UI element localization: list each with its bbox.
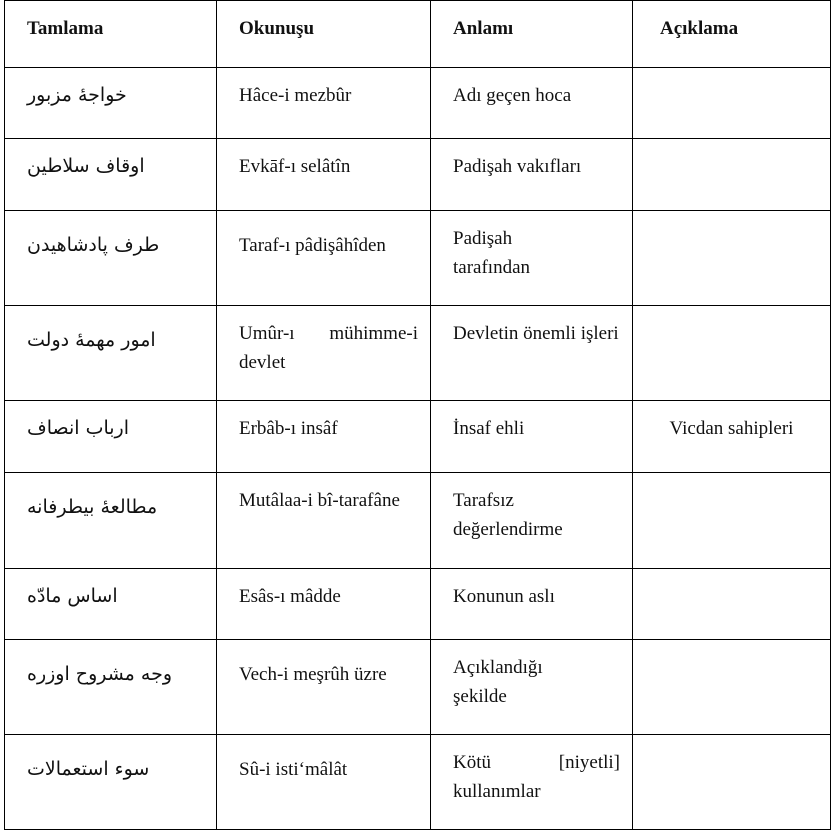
header-okunusu: Okunuşu <box>217 1 431 68</box>
table-row <box>5 640 831 735</box>
tamlama-cell: وجه مشروح اوزره <box>27 663 172 685</box>
anlami-cell: Açıklandığı şekilde <box>453 657 543 707</box>
okunusu-cell: Taraf-ı pâdişâhîden <box>239 235 386 256</box>
tamlama-cell: امور مهمهٔ دولت <box>27 329 156 351</box>
tamlama-cell: سوء استعمالات <box>27 758 150 780</box>
aciklama-cell <box>633 735 830 748</box>
anlami-cell: Konunun aslı <box>453 586 555 607</box>
header-tamlama: Tamlama <box>5 1 217 68</box>
anlami-cell: Tarafsız değerlendirme <box>453 490 563 540</box>
table-row <box>5 401 831 473</box>
aciklama-cell <box>633 211 830 224</box>
anlami-cell: Devletin önemli işleri <box>453 323 619 344</box>
anlami-cell: Padişah tarafından <box>453 228 531 278</box>
okunusu-cell: Erbâb-ı insâf <box>239 418 338 439</box>
tamlama-cell: خواجهٔ مزبور <box>27 84 127 106</box>
table-row <box>5 211 831 306</box>
anlami-cell: Padişah vakıfları <box>453 156 582 177</box>
anlami-cell: Kötü [niyetli] kullanımlar <box>453 752 620 802</box>
aciklama-cell <box>633 473 830 486</box>
tamlama-cell: مطالعهٔ بيطرفانه <box>27 496 158 518</box>
aciklama-cell <box>633 640 830 653</box>
table-row <box>5 139 831 211</box>
header-anlami: Anlamı <box>431 1 633 68</box>
aciklama-cell: Vicdan sahipleri <box>669 418 794 439</box>
aciklama-cell <box>633 306 830 319</box>
anlami-cell: İnsaf ehli <box>453 418 525 439</box>
tamlama-table <box>4 0 831 830</box>
anlami-cell: Adı geçen hoca <box>453 85 572 106</box>
okunusu-cell: Umûr-ı mühimme-i devlet <box>239 323 418 373</box>
table-row <box>5 68 831 139</box>
okunusu-cell: Evkāf-ı selâtîn <box>239 156 351 177</box>
okunusu-cell: Esâs-ı mâdde <box>239 586 341 607</box>
aciklama-cell <box>633 139 830 152</box>
table-row <box>5 473 831 569</box>
table-row <box>5 735 831 830</box>
tamlama-cell: طرف پادشاهيدن <box>27 234 160 256</box>
okunusu-cell: Vech-i meşrûh üzre <box>239 664 387 685</box>
header-row <box>5 1 831 68</box>
aciklama-cell <box>633 68 830 81</box>
tamlama-cell: ارباب انصاف <box>27 417 129 439</box>
header-aciklama: Açıklama <box>633 1 831 68</box>
table-row <box>5 306 831 401</box>
aciklama-cell <box>633 569 830 582</box>
okunusu-cell: Sû-i isti‘mâlât <box>239 759 348 780</box>
table-row <box>5 569 831 640</box>
okunusu-cell: Mutâlaa-i bî-tarafâne <box>239 490 400 511</box>
okunusu-cell: Hâce-i mezbûr <box>239 85 352 106</box>
tamlama-cell: اوقاف سلاطين <box>27 155 145 177</box>
tamlama-cell: اساس مادّه <box>27 585 118 607</box>
